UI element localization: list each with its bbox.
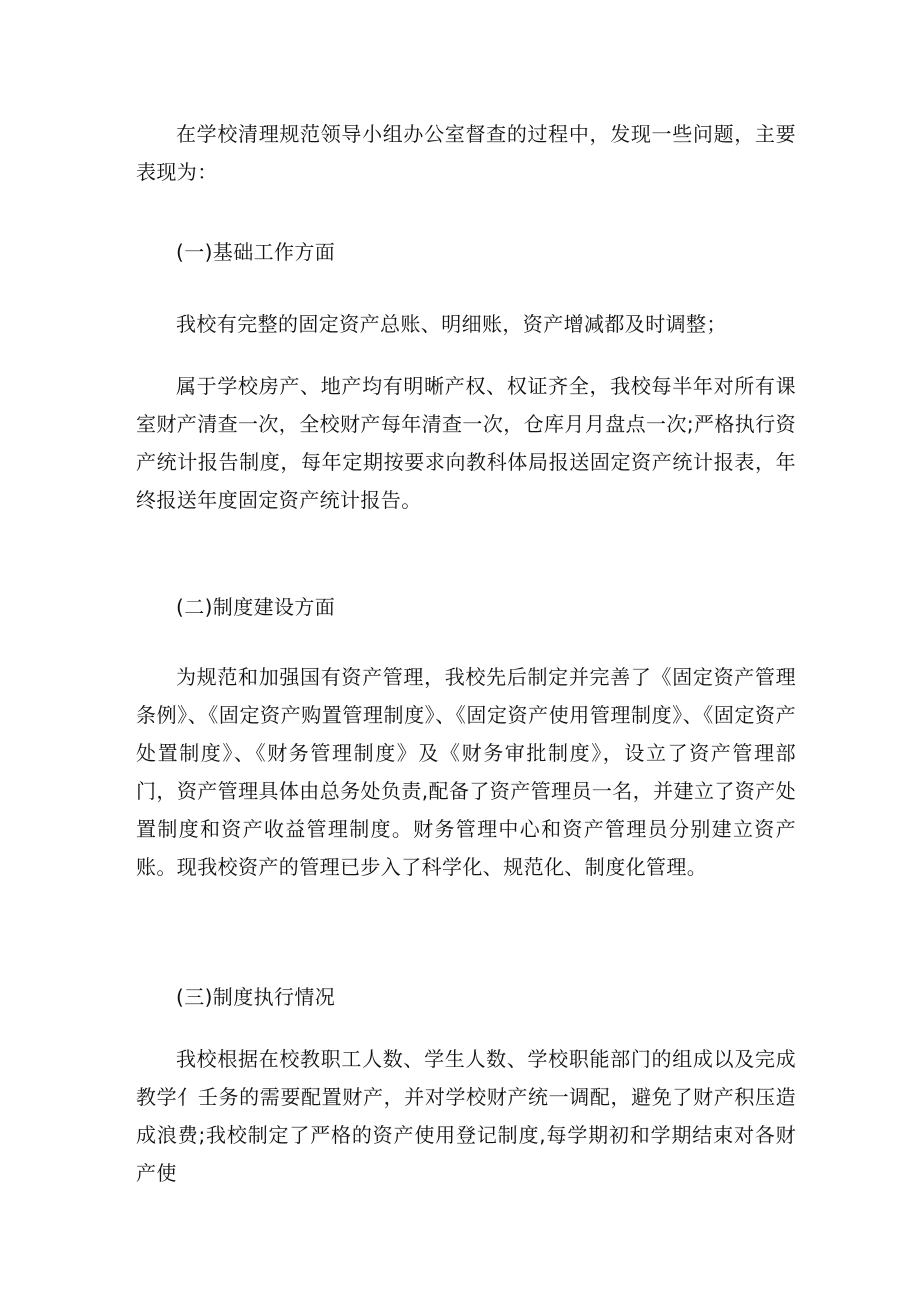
system-execution-paragraph: 我校根据在校教职工人数、学生人数、学校职能部门的组成以及完成教学亻壬务的需要配置财产，并对学校财产统一调配，避免了财产积压造成浪费;我校制定了严格的资产使用登记制度,每学期初和学期结束对各财产使 xyxy=(136,1047,796,1185)
basic-work-paragraph-1: 我校有完整的固定资产总账、明细账，资产增减都及时调整； xyxy=(176,312,727,336)
intro-paragraph: 在学校清理规范领导小组办公室督查的过程中，发现一些问题，主要表现为： xyxy=(136,122,796,184)
section-heading-system-execution: (三)制度执行情况 xyxy=(176,985,336,1009)
section-heading-system-construction: (二)制度建设方面 xyxy=(176,595,336,619)
section-heading-basic-work: (一)基础工作方面 xyxy=(176,240,336,264)
basic-work-paragraph-2: 属于学校房产、地产均有明晰产权、权证齐全，我校每半年对所有课室财产清查一次，全校财产每年清查一次，仓库月月盘点一次;严格执行资产统计报告制度，每年定期按要求向教科体局报送固定资产统计报表，年终报送年度固定资产统计报告。 xyxy=(136,374,796,512)
system-construction-paragraph: 为规范和加强国有资产管理，我校先后制定并完善了《固定资产管理条例》、《固定资产购置管理制度》、《固定资产使用管理制度》、《固定资产处置制度》、《财务管理制度》及《财务审批制度》，设立了资产管理部门，资产管理具体由总务处负责,配备了资产管理员一名，并建立了资产处置制度和资产收益管理制度。财务管理中心和资产管理员分别建立资产账。现我校资产的管理已步入了科学化、规范化、制度化管理。 xyxy=(136,665,796,879)
